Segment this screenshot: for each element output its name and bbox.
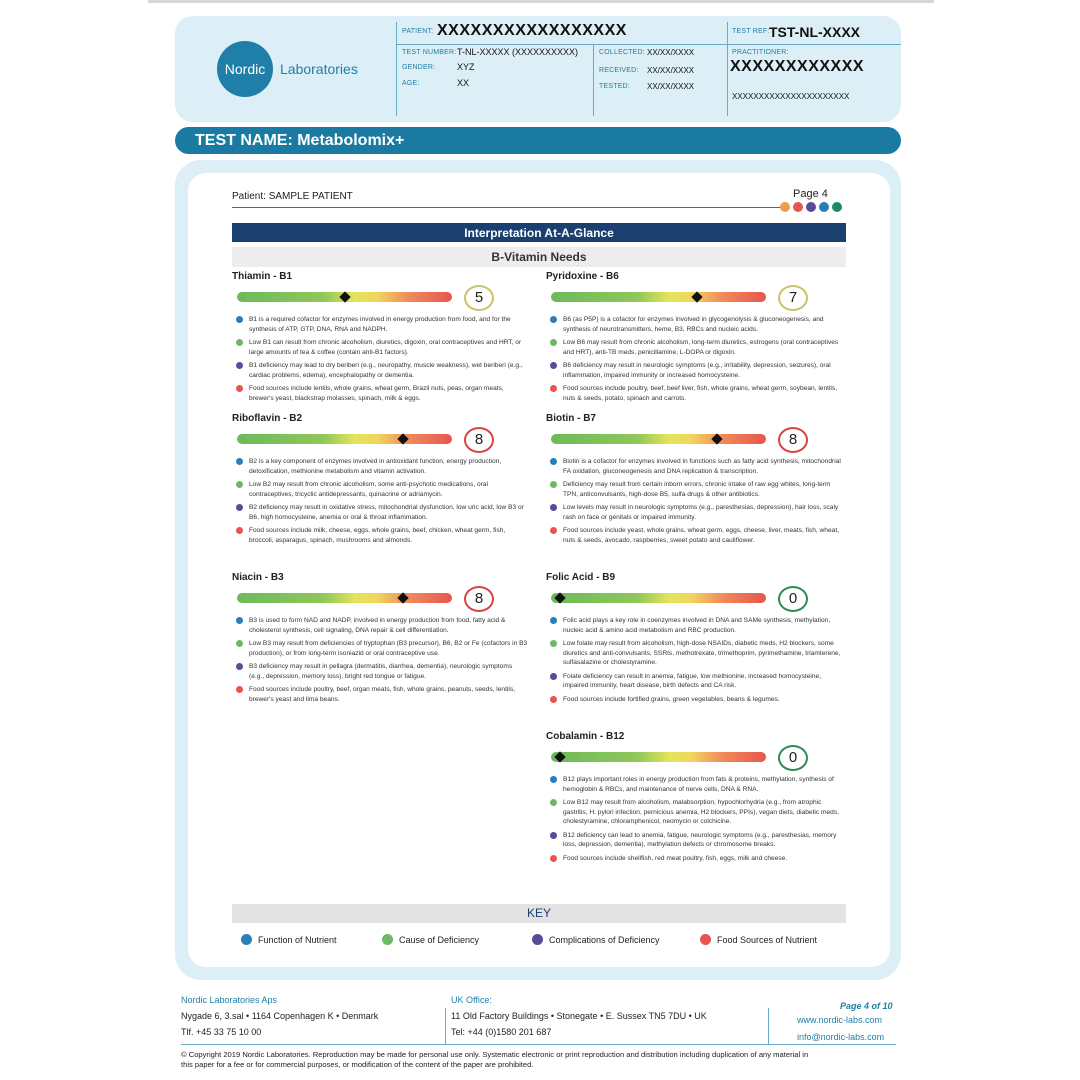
vitamin-title: Pyridoxine - B6 (546, 271, 619, 282)
footer-address: Nygade 6, 3.sal • 1164 Copenhagen K • Denmark (181, 1011, 379, 1021)
vitamin-title: Niacin - B3 (232, 572, 284, 583)
subsection-title: B-Vitamin Needs (232, 247, 846, 267)
bullet-dot-icon (236, 686, 243, 693)
bullet-food (546, 526, 842, 545)
key-item-food (700, 934, 817, 945)
bullet-food (546, 695, 842, 705)
bullet-dot-icon (550, 696, 557, 703)
vitamin-block-b3 (232, 572, 528, 708)
bullet-text: Food sources include shellfish, red meat poultry, fish, eggs, milk and cheese. (563, 854, 788, 862)
footer-uk-address: 11 Old Factory Buildings • Stonegate • E. Sussex TN5 7DU • UK (451, 1011, 707, 1021)
vitamin-block-b12 (546, 731, 842, 867)
footer-company: Nordic Laboratories Aps (181, 995, 278, 1005)
age-label: AGE: (402, 80, 420, 87)
bullet-text: Low folate may result from alcoholism, high-dose NSAIDs, diabetic meds, H2 blockers, some diuretics and anti-convulsants, SSRIs, methotrexate, trimethoprim, pyrimethamine, triamterene, sulfasalazine or cholestyramine. (563, 640, 841, 666)
footer-uk-phone: Tel: +44 (0)1580 201 687 (451, 1027, 552, 1037)
bullet-complications (546, 361, 842, 380)
copyright-notice: © Copyright 2019 Nordic Laboratories. Reproduction may be made for personal use only. Systematic electronic or print reproduction and distribution including duplication of any material in this paper for a fee or for commercial purposes, or modification of the content of the paper are prohibited. (181, 1050, 809, 1069)
report-header (175, 16, 901, 122)
key-label: Food Sources of Nutrient (717, 934, 818, 945)
bullet-dot-icon (236, 339, 243, 346)
bullet-cause (232, 480, 528, 499)
collected-value: XX/XX/XXXX (647, 48, 695, 57)
need-gauge (551, 434, 766, 444)
practitioner-label: PRACTITIONER: (732, 49, 789, 56)
bullet-function (232, 457, 528, 476)
vitamin-gauge-row (232, 427, 528, 453)
bullet-cause (546, 338, 842, 357)
bullet-complications (232, 662, 528, 681)
need-gauge (237, 593, 452, 603)
bullet-dot-icon (550, 504, 557, 511)
footer-page-of: Page 4 of 10 (840, 1001, 893, 1011)
bullet-dot-icon (236, 458, 243, 465)
logo-circle: Nordic (217, 41, 273, 97)
bullet-function (232, 315, 528, 334)
vitamin-bullets (546, 315, 842, 403)
footer-divider (768, 1008, 769, 1044)
top-divider (148, 0, 934, 3)
key-dot-icon (700, 934, 711, 945)
test-ref-label: TEST REF: (732, 28, 770, 35)
vitamin-title: Folic Acid - B9 (546, 572, 616, 583)
bullet-text: Low levels may result in neurologic symptoms (e.g., paresthesias, depression), hair loss, scaly rash on face or genitals or impaired immunity. (563, 504, 839, 521)
need-score: 0 (778, 745, 808, 771)
footer-divider (445, 1008, 446, 1044)
vitamin-bullets (546, 616, 842, 704)
bullet-dot-icon (236, 617, 243, 624)
header-divider (593, 44, 594, 116)
key-dot-icon (532, 934, 543, 945)
need-gauge (551, 752, 766, 762)
vitamin-block-b6 (546, 271, 842, 407)
bullet-food (232, 526, 528, 545)
vitamin-block-b7 (546, 413, 842, 549)
logo-text: Laboratories (280, 61, 358, 77)
bullet-text: B1 is a required cofactor for enzymes involved in energy production from food, and for the synthesis of ATP, GTP, DNA, RNA and NADPH. (249, 316, 511, 333)
bullet-dot-icon (550, 776, 557, 783)
vitamin-bullets (232, 616, 528, 704)
bullet-text: B2 is a key component of enzymes involved in antioxidant function, energy production, detoxification, methionine metabolism and vitamin activation. (249, 458, 502, 475)
bullet-cause (546, 639, 842, 668)
vitamin-title: Biotin - B7 (546, 413, 596, 424)
bullet-complications (232, 361, 528, 380)
header-divider (396, 22, 397, 116)
vitamin-title: Thiamin - B1 (232, 271, 293, 282)
practitioner-value: XXXXXXXXXXXX (730, 58, 865, 75)
vitamin-block-b1 (232, 271, 528, 407)
bullet-function (546, 315, 842, 334)
bullet-dot-icon (236, 663, 243, 670)
key-title: KEY (232, 904, 846, 923)
footer-phone: Tlf. +45 33 75 10 00 (181, 1027, 262, 1037)
bullet-text: Low B2 may result from chronic alcoholism, some anti-psychotic medications, oral contraceptives, tricyclic antidepressants, quinacrine or adriamycin. (249, 481, 488, 498)
bullet-cause (232, 338, 528, 357)
bullet-dot-icon (550, 527, 557, 534)
bullet-text: Food sources include milk, cheese, eggs, whole grains, beef, chicken, wheat germ, fish, broccoli, asparagus, spinach, mushrooms and almonds. (249, 527, 506, 544)
bullet-dot-icon (550, 617, 557, 624)
need-gauge (237, 434, 452, 444)
bullet-text: B12 plays important roles in energy production from fats & proteins, methylation, synthesis of hemoglobin & RBCs, and maintenance of nerve cells, DNA & RNA. (563, 776, 834, 793)
bullet-text: Low B6 may result from chronic alcoholism, long-term diuretics, estrogens (oral contraceptives and HRT), anti-TB meds, penicillamine, L-DOPA or digoxin. (563, 339, 839, 356)
bullet-text: Food sources include poultry, beef, beef liver, fish, whole grains, wheat germ, soybean, lentils, nuts & seeds, potato, spinach and carrots. (563, 385, 838, 402)
color-dots (780, 202, 845, 212)
bullet-dot-icon (236, 504, 243, 511)
bullet-dot-icon (236, 640, 243, 647)
vitamin-title: Riboflavin - B2 (232, 413, 303, 424)
bullet-dot-icon (550, 339, 557, 346)
need-score: 5 (464, 285, 494, 311)
footer-uk-title: UK Office: (451, 995, 492, 1005)
bullet-dot-icon (550, 385, 557, 392)
key-label: Complications of Deficiency (549, 934, 660, 945)
vitamin-gauge-row (232, 586, 528, 612)
bullet-function (546, 616, 842, 635)
dot (819, 202, 829, 212)
bullet-dot-icon (550, 855, 557, 862)
need-gauge (551, 292, 766, 302)
bullet-text: B1 deficiency may lead to dry beriberi (e.g., neuropathy, muscle weakness), wet beriberi (e.g., cardiac problems, edema), encephalopathy or dementia. (249, 362, 523, 379)
header-divider (727, 22, 728, 116)
bullet-dot-icon (550, 481, 557, 488)
practitioner-sub: XXXXXXXXXXXXXXXXXXXXXX (732, 92, 850, 101)
bullet-text: Food sources include yeast, whole grains, wheat germ, eggs, cheese, liver, meats, fish, wheat, nuts & seeds, avocado, raspberries, sweet potato and cauliflower. (563, 527, 839, 544)
vitamin-gauge-row (546, 745, 842, 771)
vitamin-gauge-row (546, 285, 842, 311)
footer-email-link[interactable]: info@nordic-labs.com (797, 1032, 885, 1042)
test-number-label: TEST NUMBER: (402, 49, 457, 56)
bullet-food (546, 854, 842, 864)
received-label: RECEIVED: (599, 67, 639, 74)
need-gauge (551, 593, 766, 603)
bullet-cause (232, 639, 528, 658)
dot (780, 202, 790, 212)
key-dot-icon (241, 934, 252, 945)
bullet-dot-icon (236, 362, 243, 369)
bullet-food (232, 384, 528, 403)
patient-divider (232, 207, 782, 208)
dot (793, 202, 803, 212)
vitamin-bullets (546, 775, 842, 863)
dot (806, 202, 816, 212)
bullet-text: Food sources include poultry, beef, organ meats, fish, whole grains, peanuts, seeds, lentils, brewer's yeast and lima beans. (249, 686, 515, 703)
bullet-text: Low B3 may result from deficiencies of tryptophan (B3 precursor), B6, B2 or Fe (cofactors in B3 production), or from long-term isoniazid or oral contraceptive use. (249, 640, 528, 657)
bullet-text: Folic acid plays a key role in coenzymes involved in DNA and SAMe synthesis, methylation, nucleic acid & amino acid metabolism and RBC production. (563, 617, 831, 634)
bullet-dot-icon (550, 640, 557, 647)
bullet-dot-icon (236, 316, 243, 323)
bullet-text: B6 (as P5P) is a cofactor for enzymes involved in glycogenolysis & gluconeogenesis, and synthesis of neurotransmitters, heme, B3, RBCs and nucleic acids. (563, 316, 824, 333)
tested-label: TESTED: (599, 83, 630, 90)
vitamin-block-b9 (546, 572, 842, 708)
patient-value: XXXXXXXXXXXXXXXXX (437, 22, 627, 39)
test-ref-value: TST-NL-XXXX (769, 24, 861, 40)
vitamin-gauge-row (546, 586, 842, 612)
vitamin-title: Cobalamin - B12 (546, 731, 625, 742)
patient-label: PATIENT: (402, 28, 434, 35)
age-value: XX (457, 78, 470, 88)
bullet-text: Food sources include fortified grains, green vegetables, beans & legumes. (563, 695, 780, 703)
bullet-text: B2 deficiency may result in oxidative stress, mitochondrial dysfunction, low uric acid, low B3 or B6, high homocysteine, anemia or oral & throat inflammation. (249, 504, 524, 521)
gender-value: XYZ (457, 62, 475, 72)
bullet-complications (546, 503, 842, 522)
bullet-text: B6 deficiency may result in neurologic symptoms (e.g., irritability, depression, seizures), oral inflammation, impaired immunity or increased homocysteine. (563, 362, 831, 379)
received-value: XX/XX/XXXX (647, 66, 695, 75)
section-title: Interpretation At-A-Glance (232, 223, 846, 242)
bullet-dot-icon (550, 799, 557, 806)
bullet-text: Low B1 can result from chronic alcoholism, diuretics, digoxin, oral contraceptives and HRT, or large amounts of tea & coffee (contain anti-B1 factors). (249, 339, 522, 356)
bullet-food (546, 384, 842, 403)
bullet-dot-icon (550, 316, 557, 323)
key-item-cause (382, 934, 479, 945)
bullet-dot-icon (550, 832, 557, 839)
bullet-dot-icon (550, 673, 557, 680)
need-score: 8 (778, 427, 808, 453)
bullet-function (546, 457, 842, 476)
bullet-text: Low B12 may result from alcoholism, malabsorption, hypochlorhydria (e.g., from atrophic gastritis, H. pylori infection, pernicious anemia, H2 blockers, PPIs), vegan diets, diabetic meds, cholestyramine, chloramphenicol, neomycin or colchicine. (563, 799, 839, 825)
bullet-dot-icon (550, 458, 557, 465)
bullet-dot-icon (236, 385, 243, 392)
bullet-dot-icon (236, 527, 243, 534)
footer-website-link[interactable]: www.nordic-labs.com (797, 1015, 883, 1025)
key-item-complications (532, 934, 660, 945)
bullet-text: Biotin is a cofactor for enzymes involved in functions such as fatty acid synthesis, mitochondrial FA oxidation, gluconeogenesis and DNA replication & transcription. (563, 458, 841, 475)
bullet-text: B3 deficiency may result in pellagra (dermatitis, diarrhea, dementia), neurologic symptoms (e.g., depression, memory loss), bright red tongue or fatigue. (249, 663, 513, 680)
gender-label: GENDER: (402, 64, 436, 71)
key-label: Cause of Deficiency (399, 934, 480, 945)
header-divider (396, 44, 901, 45)
bullet-dot-icon (550, 362, 557, 369)
footer-divider (181, 1044, 896, 1045)
key-dot-icon (382, 934, 393, 945)
bullet-cause (546, 798, 842, 827)
test-number-value: T-NL-XXXXX (XXXXXXXXXX) (457, 47, 579, 57)
bullet-text: Food sources include lentils, whole grains, wheat germ, Brazil nuts, peas, organ meats, brewer's yeast, blackstrap molasses, spinach, milk & eggs. (249, 385, 504, 402)
bullet-complications (232, 503, 528, 522)
dot (832, 202, 842, 212)
bullet-complications (546, 831, 842, 850)
need-score: 0 (778, 586, 808, 612)
need-score: 8 (464, 427, 494, 453)
bullet-complications (546, 672, 842, 691)
bullet-text: B12 deficiency can lead to anemia, fatigue, neurologic symptoms (e.g., paresthesias, memory loss, depression, dementia), methylation defects or chromosome breaks. (563, 831, 837, 848)
collected-label: COLLECTED: (599, 49, 645, 56)
key-item-function (241, 934, 337, 945)
vitamin-gauge-row (546, 427, 842, 453)
vitamin-block-b2 (232, 413, 528, 549)
need-score: 7 (778, 285, 808, 311)
test-name-banner: TEST NAME: Metabolomix+ (175, 127, 901, 154)
page-number: Page 4 (793, 188, 828, 200)
bullet-text: B3 is used to form NAD and NADP, involved in energy production from food, fatty acid & cholesterol synthesis, cell signaling, DNA repair & cell differentiation. (249, 617, 506, 634)
vitamin-bullets (232, 457, 528, 545)
bullet-cause (546, 480, 842, 499)
vitamin-bullets (232, 315, 528, 403)
bullet-dot-icon (236, 481, 243, 488)
nordic-logo (217, 41, 358, 97)
vitamin-gauge-row (232, 285, 528, 311)
tested-value: XX/XX/XXXX (647, 82, 695, 91)
bullet-function (546, 775, 842, 794)
patient-name: Patient: SAMPLE PATIENT (232, 191, 353, 202)
vitamin-bullets (546, 457, 842, 545)
bullet-text: Folate deficiency can result in anemia, fatigue, low methionine, increased homocysteine, impaired immunity, heart disease, birth defects and CA risk. (563, 672, 822, 689)
bullet-function (232, 616, 528, 635)
bullet-text: Deficiency may result from certain inborn errors, chronic intake of raw egg whites, long-term TPN, anticonvulsants, high-dose B5, sulfa drugs & other antibiotics. (563, 481, 831, 498)
need-score: 8 (464, 586, 494, 612)
key-label: Function of Nutrient (258, 934, 337, 945)
bullet-food (232, 685, 528, 704)
